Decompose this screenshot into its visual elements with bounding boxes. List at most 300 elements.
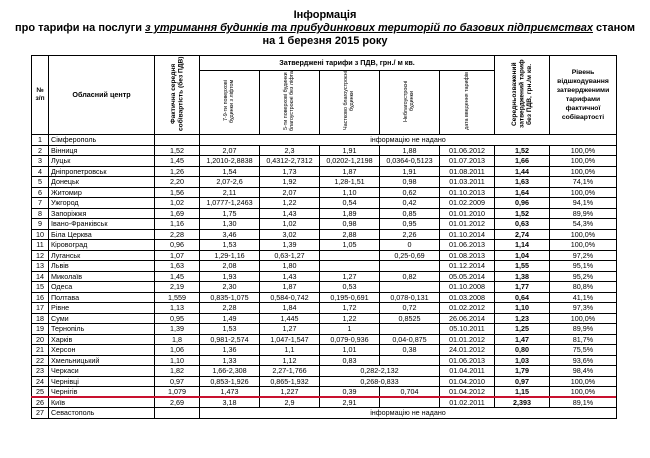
cell-t2: 2,07 xyxy=(260,187,320,198)
cell-t4: 1,91 xyxy=(380,166,440,177)
table-row xyxy=(32,135,617,146)
cell-t3: 1,27 xyxy=(320,271,380,282)
cell-avg: 1,23 xyxy=(495,313,550,324)
cell-t3: 0,079-0,936 xyxy=(320,334,380,345)
cell-t1: 1,36 xyxy=(200,345,260,356)
cell-n: 3 xyxy=(32,156,49,167)
cell-t3: 0,53 xyxy=(320,282,380,293)
cell-pct: 41,1% xyxy=(550,292,617,303)
cell-t4 xyxy=(380,355,440,366)
cell-t2: 0,4312-2,7312 xyxy=(260,156,320,167)
cell-t2: 0,865-1,932 xyxy=(260,376,320,387)
cell-avg: 0,80 xyxy=(495,345,550,356)
cell-t3: 0,0202-1,2198 xyxy=(320,156,380,167)
cell-t3: 2,91 xyxy=(320,397,380,408)
cell-t2: 0,63-1,27 xyxy=(260,250,320,261)
cell-t1: 2,11 xyxy=(200,187,260,198)
cell-cost: 2,20 xyxy=(155,177,200,188)
cell-n: 7 xyxy=(32,198,49,209)
cell-cost: 1,10 xyxy=(155,355,200,366)
cell-cost: 1,45 xyxy=(155,271,200,282)
cell-t4: 0,8525 xyxy=(380,313,440,324)
cell-t1: 2,07 xyxy=(200,145,260,156)
cell-pct: 100,0% xyxy=(550,156,617,167)
header-coverage: Рівень відшкодування затвердженими тарифами фактичної собівартості xyxy=(550,56,617,135)
cell-n: 18 xyxy=(32,313,49,324)
cell-city: Рівне xyxy=(49,303,155,314)
cell-no-info-span: інформацію не надано xyxy=(200,408,617,419)
cell-pct: 100,0% xyxy=(550,187,617,198)
cell-cost: 1,63 xyxy=(155,261,200,272)
cell-t3: 0,98 xyxy=(320,219,380,230)
cell-t2: 2,27-1,766 xyxy=(260,366,320,377)
cell-t3: 1,72 xyxy=(320,303,380,314)
cell-avg: 1,63 xyxy=(495,177,550,188)
table-row xyxy=(32,166,617,177)
cell-t3 xyxy=(320,250,380,261)
cell-city: Житомир xyxy=(49,187,155,198)
cell-pct: 97,2% xyxy=(550,250,617,261)
cell-cost: 1,8 xyxy=(155,334,200,345)
cell-n: 20 xyxy=(32,334,49,345)
cell-avg: 1,44 xyxy=(495,166,550,177)
cell-n: 17 xyxy=(32,303,49,314)
cell-t2: 2,3 xyxy=(260,145,320,156)
cell-no-info xyxy=(155,408,200,419)
cell-avg: 1,03 xyxy=(495,355,550,366)
cell-avg: 1,64 xyxy=(495,187,550,198)
cell-date: 05.10.2011 xyxy=(440,324,495,335)
cell-t4: 2,26 xyxy=(380,229,440,240)
cell-t4: 0,42 xyxy=(380,198,440,209)
cell-t3: 1,89 xyxy=(320,208,380,219)
cell-t2: 1,73 xyxy=(260,166,320,177)
cell-avg: 1,66 xyxy=(495,156,550,167)
cell-n: 10 xyxy=(32,229,49,240)
cell-n: 4 xyxy=(32,166,49,177)
cell-city: Ужгород xyxy=(49,198,155,209)
cell-cost: 1,82 xyxy=(155,366,200,377)
cell-n: 23 xyxy=(32,366,49,377)
cell-t2: 1,22 xyxy=(260,198,320,209)
cell-t1: 1,49 xyxy=(200,313,260,324)
cell-cost: 1,45 xyxy=(155,156,200,167)
cell-n: 2 xyxy=(32,145,49,156)
tariff-table xyxy=(31,55,617,419)
cell-city: Луганськ xyxy=(49,250,155,261)
cell-date: 01.01.2010 xyxy=(440,208,495,219)
cell-city: Суми xyxy=(49,313,155,324)
cell-t4: 0,72 xyxy=(380,303,440,314)
table-row xyxy=(32,303,617,314)
cell-t4: 0,95 xyxy=(380,219,440,230)
cell-t3: 1,05 xyxy=(320,240,380,251)
cell-n: 13 xyxy=(32,261,49,272)
cell-date: 01.06.2012 xyxy=(440,145,495,156)
cell-date: 26.06.2014 xyxy=(440,313,495,324)
cell-date: 01.10.2014 xyxy=(440,229,495,240)
cell-avg: 0,64 xyxy=(495,292,550,303)
cell-pct: 98,4% xyxy=(550,366,617,377)
cell-t2: 1,92 xyxy=(260,177,320,188)
cell-t4: 0,62 xyxy=(380,187,440,198)
cell-t1: 1,54 xyxy=(200,166,260,177)
cell-t1: 1,66-2,308 xyxy=(200,366,260,377)
cell-avg: 1,15 xyxy=(495,387,550,398)
cell-date: 01.04.2011 xyxy=(440,366,495,377)
cell-n: 19 xyxy=(32,324,49,335)
cell-cost: 1,13 xyxy=(155,303,200,314)
cell-t2: 0,584-0,742 xyxy=(260,292,320,303)
cell-date: 01.02.2009 xyxy=(440,198,495,209)
cell-n: 27 xyxy=(32,408,49,419)
cell-pct: 54,3% xyxy=(550,219,617,230)
cell-t3: 1,87 xyxy=(320,166,380,177)
cell-city: Херсон xyxy=(49,345,155,356)
table-row xyxy=(32,355,617,366)
cell-city: Сімферополь xyxy=(49,135,155,146)
cell-t1: 1,473 xyxy=(200,387,260,398)
cell-t3: 0,39 xyxy=(320,387,380,398)
cell-avg: 2,74 xyxy=(495,229,550,240)
cell-date: 01.03.2011 xyxy=(440,177,495,188)
cell-t4 xyxy=(380,324,440,335)
cell-t4: 0 xyxy=(380,240,440,251)
doc-subtitle xyxy=(0,22,650,35)
cell-pct: 75,5% xyxy=(550,345,617,356)
cell-cost: 2,28 xyxy=(155,229,200,240)
table-row xyxy=(32,198,617,209)
cell-t3: 1,91 xyxy=(320,145,380,156)
table-row xyxy=(32,250,617,261)
doc-date-line: на 1 березня 2015 року xyxy=(262,35,388,47)
cell-t1: 0,835-1,075 xyxy=(200,292,260,303)
cell-cost: 2,69 xyxy=(155,397,200,408)
cell-t2: 1,047-1,547 xyxy=(260,334,320,345)
cell-t2: 1,43 xyxy=(260,208,320,219)
cell-cost: 1,07 xyxy=(155,250,200,261)
subtitle-prefix: про тарифи на послуги xyxy=(14,22,146,34)
cell-avg: 1,10 xyxy=(495,303,550,314)
cell-t1: 1,29-1,16 xyxy=(200,250,260,261)
cell-pct: 74,1% xyxy=(550,177,617,188)
cell-t3: 1 xyxy=(320,324,380,335)
cell-cost: 2,19 xyxy=(155,282,200,293)
header-approved-tariffs: Затверджені тарифи з ПДВ, грн./ м кв. xyxy=(200,56,495,71)
header-sub2: 5-ти поверхові будинки благоустроєні без ліфта xyxy=(260,71,320,135)
table-row xyxy=(32,292,617,303)
cell-t4: 0,38 xyxy=(380,345,440,356)
cell-t1: 1,33 xyxy=(200,355,260,366)
cell-pct: 100,0% xyxy=(550,229,617,240)
table-row xyxy=(32,229,617,240)
cell-pct: 93,6% xyxy=(550,355,617,366)
cell-t2: 1,1 xyxy=(260,345,320,356)
cell-t2: 1,43 xyxy=(260,271,320,282)
cell-t4 xyxy=(380,261,440,272)
subtitle-italic: з утримання будинків та прибудинкових територій по базових підприємствах xyxy=(145,22,593,34)
cell-pct: 89,1% xyxy=(550,397,617,408)
cell-t4: 0,704 xyxy=(380,387,440,398)
header-num: № з/п xyxy=(32,56,49,135)
cell-cost: 1,26 xyxy=(155,166,200,177)
table-row xyxy=(32,177,617,188)
cell-date: 01.04.2012 xyxy=(440,387,495,398)
table-row xyxy=(32,397,617,408)
table-row xyxy=(32,313,617,324)
cell-no-info-span: інформацію не надано xyxy=(200,135,617,146)
cell-t4 xyxy=(380,397,440,408)
cell-city: Львів xyxy=(49,261,155,272)
cell-city: Біла Церква xyxy=(49,229,155,240)
cell-pct: 95,1% xyxy=(550,261,617,272)
cell-t1: 0,853-1,926 xyxy=(200,376,260,387)
cell-n: 1 xyxy=(32,135,49,146)
cell-city: Хмельницький xyxy=(49,355,155,366)
cell-n: 15 xyxy=(32,282,49,293)
cell-pct: 89,9% xyxy=(550,324,617,335)
cell-date: 01.10.2013 xyxy=(440,187,495,198)
table-row xyxy=(32,240,617,251)
cell-date: 01.10.2008 xyxy=(440,282,495,293)
doc-title: Інформація xyxy=(293,9,357,21)
cell-t2: 1,27 xyxy=(260,324,320,335)
cell-date: 01.08.2013 xyxy=(440,250,495,261)
cell-t4: 0,0364-0,5123 xyxy=(380,156,440,167)
cell-t1: 1,75 xyxy=(200,208,260,219)
cell-t1: 2,07-2,6 xyxy=(200,177,260,188)
cell-avg: 1,52 xyxy=(495,208,550,219)
cell-t4: 0,85 xyxy=(380,208,440,219)
cell-n: 22 xyxy=(32,355,49,366)
cell-date: 01.07.2013 xyxy=(440,156,495,167)
cell-avg: 0,63 xyxy=(495,219,550,230)
header-sub1: 7-9-ти поверхові будинки з ліфтом xyxy=(200,71,260,135)
cell-t1: 2,30 xyxy=(200,282,260,293)
cell-date: 01.02.2011 xyxy=(440,397,495,408)
cell-cost: 1,16 xyxy=(155,219,200,230)
cell-n: 9 xyxy=(32,219,49,230)
cell-t2: 1,445 xyxy=(260,313,320,324)
cell-city: Кіровоград xyxy=(49,240,155,251)
cell-date: 01.02.2012 xyxy=(440,303,495,314)
table-row xyxy=(32,324,617,335)
cell-t2: 1,12 xyxy=(260,355,320,366)
cell-city: Запоріжжя xyxy=(49,208,155,219)
table-row xyxy=(32,271,617,282)
cell-t1: 2,08 xyxy=(200,261,260,272)
cell-t3 xyxy=(320,261,380,272)
cell-avg: 0,96 xyxy=(495,198,550,209)
cell-cost: 1,69 xyxy=(155,208,200,219)
cell-cost: 0,96 xyxy=(155,240,200,251)
cell-cost: 1,079 xyxy=(155,387,200,398)
cell-avg: 1,04 xyxy=(495,250,550,261)
cell-city: Одеса xyxy=(49,282,155,293)
cell-t2: 1,227 xyxy=(260,387,320,398)
table-row xyxy=(32,345,617,356)
cell-city: Черкаси xyxy=(49,366,155,377)
cell-t4: 0,04-0,875 xyxy=(380,334,440,345)
cell-city: Тернопіль xyxy=(49,324,155,335)
cell-pct: 100,0% xyxy=(550,313,617,324)
cell-city: Полтава xyxy=(49,292,155,303)
cell-t3: 1,28-1,51 xyxy=(320,177,380,188)
cell-date: 01.01.2012 xyxy=(440,219,495,230)
cell-city: Севастополь xyxy=(49,408,155,419)
cell-t34: 0,282-2,132 xyxy=(320,366,440,377)
cell-t34: 0,268-0,833 xyxy=(320,376,440,387)
cell-t2: 1,39 xyxy=(260,240,320,251)
cell-city: Чернівці xyxy=(49,376,155,387)
cell-n: 26 xyxy=(32,397,49,408)
cell-pct: 100,0% xyxy=(550,387,617,398)
cell-t1: 1,53 xyxy=(200,240,260,251)
table-row xyxy=(32,145,617,156)
cell-t2: 1,84 xyxy=(260,303,320,314)
cell-t3: 1,01 xyxy=(320,345,380,356)
cell-pct: 95,2% xyxy=(550,271,617,282)
cell-pct: 81,7% xyxy=(550,334,617,345)
cell-t1: 1,2010-2,8838 xyxy=(200,156,260,167)
cell-avg: 1,79 xyxy=(495,366,550,377)
cell-n: 5 xyxy=(32,177,49,188)
cell-t3: 1,22 xyxy=(320,313,380,324)
cell-date: 01.12.2014 xyxy=(440,261,495,272)
cell-city: Чернігів xyxy=(49,387,155,398)
cell-t3: 0,54 xyxy=(320,198,380,209)
cell-n: 14 xyxy=(32,271,49,282)
table-row xyxy=(32,366,617,377)
cell-t2: 2,9 xyxy=(260,397,320,408)
cell-date: 01.03.2008 xyxy=(440,292,495,303)
cell-t3: 0,83 xyxy=(320,355,380,366)
header-sub3: Частково благоустроєні будинки xyxy=(320,71,380,135)
cell-pct: 94,1% xyxy=(550,198,617,209)
cell-city: Миколаїв xyxy=(49,271,155,282)
cell-t1: 0,981-2,574 xyxy=(200,334,260,345)
cell-avg: 1,47 xyxy=(495,334,550,345)
cell-t1: 1,53 xyxy=(200,324,260,335)
subtitle-suffix: станом xyxy=(592,22,636,34)
cell-avg: 0,97 xyxy=(495,376,550,387)
cell-pct: 100,0% xyxy=(550,145,617,156)
cell-t4: 0,82 xyxy=(380,271,440,282)
table-row xyxy=(32,187,617,198)
cell-n: 12 xyxy=(32,250,49,261)
cell-date: 24.01.2012 xyxy=(440,345,495,356)
cell-avg: 1,55 xyxy=(495,261,550,272)
cell-avg: 1,25 xyxy=(495,324,550,335)
table-row xyxy=(32,376,617,387)
table-row xyxy=(32,282,617,293)
cell-avg: 1,14 xyxy=(495,240,550,251)
cell-pct: 80,8% xyxy=(550,282,617,293)
cell-t1: 3,18 xyxy=(200,397,260,408)
cell-date: 01.06.2013 xyxy=(440,240,495,251)
cell-date: 01.08.2011 xyxy=(440,166,495,177)
cell-n: 11 xyxy=(32,240,49,251)
cell-t4: 0,98 xyxy=(380,177,440,188)
header-avg-weighted: Середньозважений затверджений тариф без ПДВ, грн./м кв. xyxy=(495,56,550,135)
cell-city: Київ xyxy=(49,397,155,408)
cell-t1: 3,46 xyxy=(200,229,260,240)
cell-t3: 2,88 xyxy=(320,229,380,240)
cell-t2: 1,87 xyxy=(260,282,320,293)
cell-t3: 0,195-0,691 xyxy=(320,292,380,303)
table-row xyxy=(32,334,617,345)
cell-t2: 1,02 xyxy=(260,219,320,230)
cell-t4: 0,25-0,69 xyxy=(380,250,440,261)
cell-pct: 100,0% xyxy=(550,376,617,387)
table-row xyxy=(32,208,617,219)
cell-cost: 1,02 xyxy=(155,198,200,209)
cell-cost: 1,39 xyxy=(155,324,200,335)
cell-t3: 1,10 xyxy=(320,187,380,198)
header-actual-cost: Фактична середня собівартість (без ПДВ) xyxy=(155,56,200,135)
table-row xyxy=(32,261,617,272)
cell-cost: 1,56 xyxy=(155,187,200,198)
cell-n: 25 xyxy=(32,387,49,398)
cell-avg: 1,77 xyxy=(495,282,550,293)
cell-date: 01.06.2013 xyxy=(440,355,495,366)
table-row xyxy=(32,156,617,167)
cell-date: 01.01.2012 xyxy=(440,334,495,345)
cell-date: 01.04.2010 xyxy=(440,376,495,387)
cell-cost: 1,52 xyxy=(155,145,200,156)
cell-n: 16 xyxy=(32,292,49,303)
cell-no-info xyxy=(155,135,200,146)
cell-pct: 97,3% xyxy=(550,303,617,314)
cell-t2: 1,80 xyxy=(260,261,320,272)
highlight-line xyxy=(31,396,616,398)
cell-n: 24 xyxy=(32,376,49,387)
cell-avg: 1,52 xyxy=(495,145,550,156)
table-row xyxy=(32,408,617,419)
cell-cost: 0,95 xyxy=(155,313,200,324)
cell-city: Дніпропетровськ xyxy=(49,166,155,177)
cell-avg: 2,393 xyxy=(495,397,550,408)
table-row xyxy=(32,219,617,230)
cell-t1: 1,30 xyxy=(200,219,260,230)
cell-t1: 1,0777-1,2463 xyxy=(200,198,260,209)
cell-city: Вінниця xyxy=(49,145,155,156)
header-sub4: Неблагоустроєні будинки xyxy=(380,71,440,135)
cell-cost: 0,97 xyxy=(155,376,200,387)
cell-t4: 1,88 xyxy=(380,145,440,156)
cell-date: 05.05.2014 xyxy=(440,271,495,282)
cell-pct: 100,0% xyxy=(550,166,617,177)
cell-pct: 89,9% xyxy=(550,208,617,219)
cell-t4 xyxy=(380,282,440,293)
cell-n: 6 xyxy=(32,187,49,198)
header-date: дата введення тарифів xyxy=(440,71,495,135)
cell-city: Донецьк xyxy=(49,177,155,188)
cell-city: Луцьк xyxy=(49,156,155,167)
cell-t4: 0,078-0,131 xyxy=(380,292,440,303)
cell-city: Івано-Франківськ xyxy=(49,219,155,230)
cell-n: 21 xyxy=(32,345,49,356)
cell-avg: 1,38 xyxy=(495,271,550,282)
cell-cost: 1,559 xyxy=(155,292,200,303)
cell-t1: 2,28 xyxy=(200,303,260,314)
cell-t2: 3,02 xyxy=(260,229,320,240)
cell-t1: 1,93 xyxy=(200,271,260,282)
cell-pct: 100,0% xyxy=(550,240,617,251)
cell-n: 8 xyxy=(32,208,49,219)
header-center: Обласний центр xyxy=(49,56,155,135)
cell-city: Харків xyxy=(49,334,155,345)
